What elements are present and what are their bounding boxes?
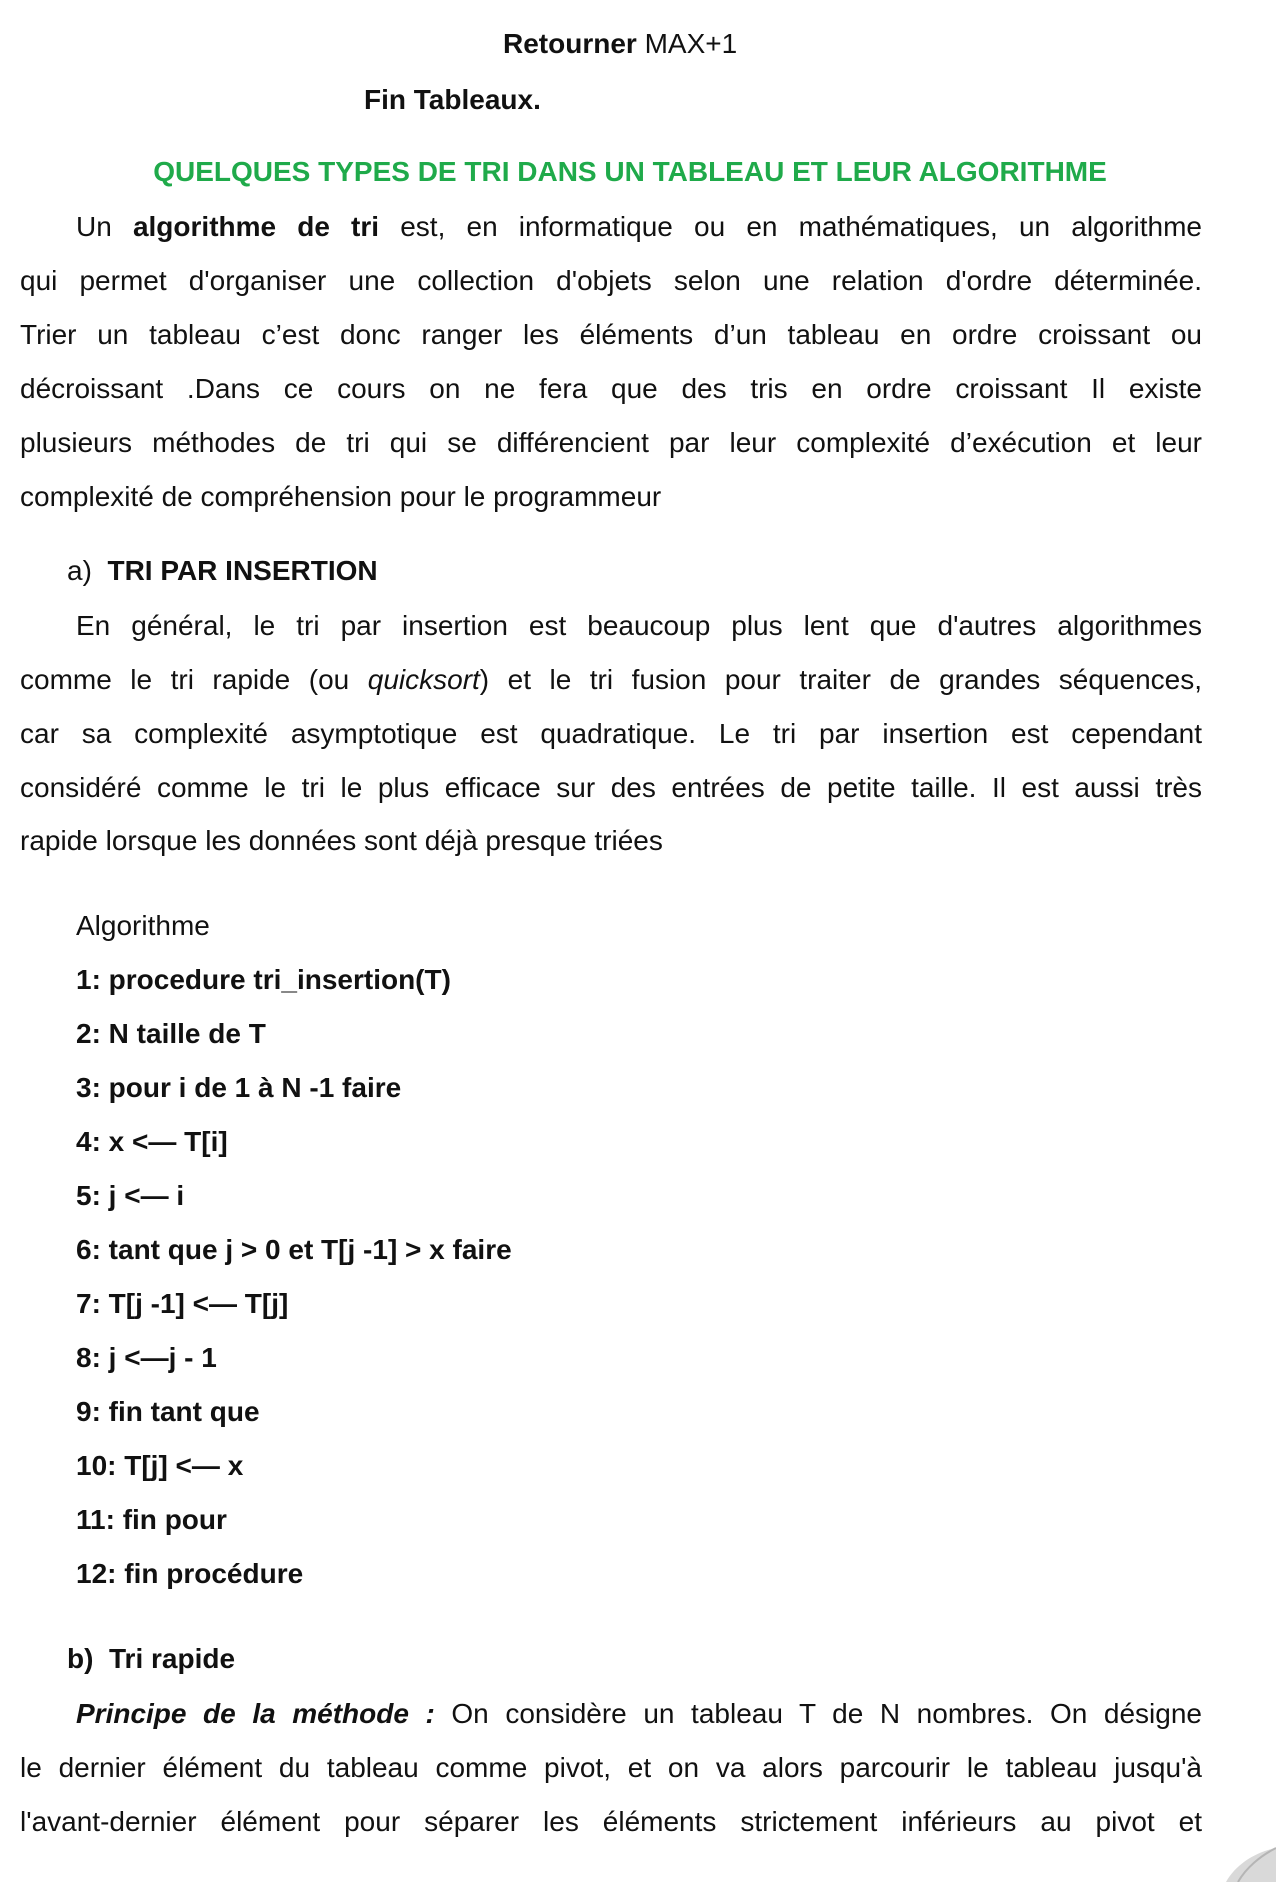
return-keyword: Retourner bbox=[503, 28, 637, 59]
insertion-line-1: En général, le tri par insertion est beaucoup plus lent que d'autres algorithmes bbox=[76, 610, 1202, 641]
rapide-heading-letter: b) bbox=[67, 1643, 94, 1674]
intro-line-2: qui permet d'organiser une collection d'objets selon une relation d'ordre déterminée. bbox=[20, 265, 1202, 296]
algorithm-step: 5: j <— i bbox=[76, 1180, 185, 1211]
intro-line-4: décroissant .Dans ce cours on ne fera que des tris en ordre croissant Il existe bbox=[20, 373, 1202, 404]
insertion-heading bbox=[67, 554, 378, 588]
algorithm-step: 4: x <— T[i] bbox=[76, 1126, 228, 1157]
algorithm-step: 7: T[j -1] <— T[j] bbox=[76, 1288, 289, 1319]
rapide-heading-title: Tri rapide bbox=[109, 1643, 236, 1674]
insertion-line-2: comme le tri rapide (ou quicksort) et le tri fusion pour traiter de grandes séquences, bbox=[20, 664, 1202, 695]
insertion-line-4: considéré comme le tri le plus efficace sur des entrées de petite taille. Il est aussi très bbox=[20, 772, 1202, 803]
algorithm-step: 12: fin procédure bbox=[76, 1558, 304, 1589]
rapide-line-1: Principe de la méthode : On considère un tableau T de N nombres. On désigne bbox=[76, 1698, 1202, 1729]
principe-label: Principe de la méthode : bbox=[76, 1698, 435, 1729]
insertion-heading-title: TRI PAR INSERTION bbox=[107, 555, 378, 586]
rapide-line-2: le dernier élément du tableau comme pivot, et on va alors parcourir le tableau jusqu'à bbox=[20, 1752, 1202, 1783]
rapide-line-3: l'avant-dernier élément pour séparer les éléments strictement inférieurs au pivot et bbox=[20, 1806, 1202, 1837]
algorithm-step: 8: j <—j - 1 bbox=[76, 1342, 217, 1373]
quicksort-term: quicksort bbox=[367, 664, 480, 695]
algorithm-step: 2: N taille de T bbox=[76, 1018, 266, 1049]
algorithm-step: 6: tant que j > 0 et T[j -1] > x faire bbox=[76, 1234, 512, 1265]
algorithm-label: Algorithme bbox=[76, 910, 210, 941]
algorithm-step: 1: procedure tri_insertion(T) bbox=[76, 964, 451, 995]
algorithm-step: 3: pour i de 1 à N -1 faire bbox=[76, 1072, 402, 1103]
algorithm-step: 9: fin tant que bbox=[76, 1396, 260, 1427]
insertion-line-3: car sa complexité asymptotique est quadratique. Le tri par insertion est cependant bbox=[20, 718, 1202, 749]
insertion-line-5: rapide lorsque les données sont déjà presque triées bbox=[20, 825, 663, 856]
intro-line-3: Trier un tableau c’est donc ranger les éléments d’un tableau en ordre croissant ou bbox=[20, 319, 1202, 350]
algorithme-de-tri-term: algorithme de tri bbox=[132, 211, 380, 242]
intro-line-6: complexité de compréhension pour le programmeur bbox=[20, 481, 662, 512]
algorithm-step: 10: T[j] <— x bbox=[76, 1450, 244, 1481]
intro-line-1: Un algorithme de tri est, en informatique ou en mathématiques, un algorithme bbox=[76, 211, 1202, 242]
intro-line-5: plusieurs méthodes de tri qui se différencient par leur complexité d’exécution et leur bbox=[20, 427, 1202, 458]
insertion-heading-letter: a) bbox=[67, 555, 92, 586]
return-value: MAX+1 bbox=[636, 28, 738, 59]
rapide-heading bbox=[67, 1642, 235, 1676]
section-title: QUELQUES TYPES DE TRI DANS UN TABLEAU ET LEUR ALGORITHME bbox=[153, 156, 1107, 187]
return-statement bbox=[503, 27, 737, 61]
fin-tableaux: Fin Tableaux. bbox=[364, 84, 541, 115]
page-curl-icon bbox=[1206, 1842, 1276, 1882]
algorithm-step: 11: fin pour bbox=[76, 1504, 227, 1535]
